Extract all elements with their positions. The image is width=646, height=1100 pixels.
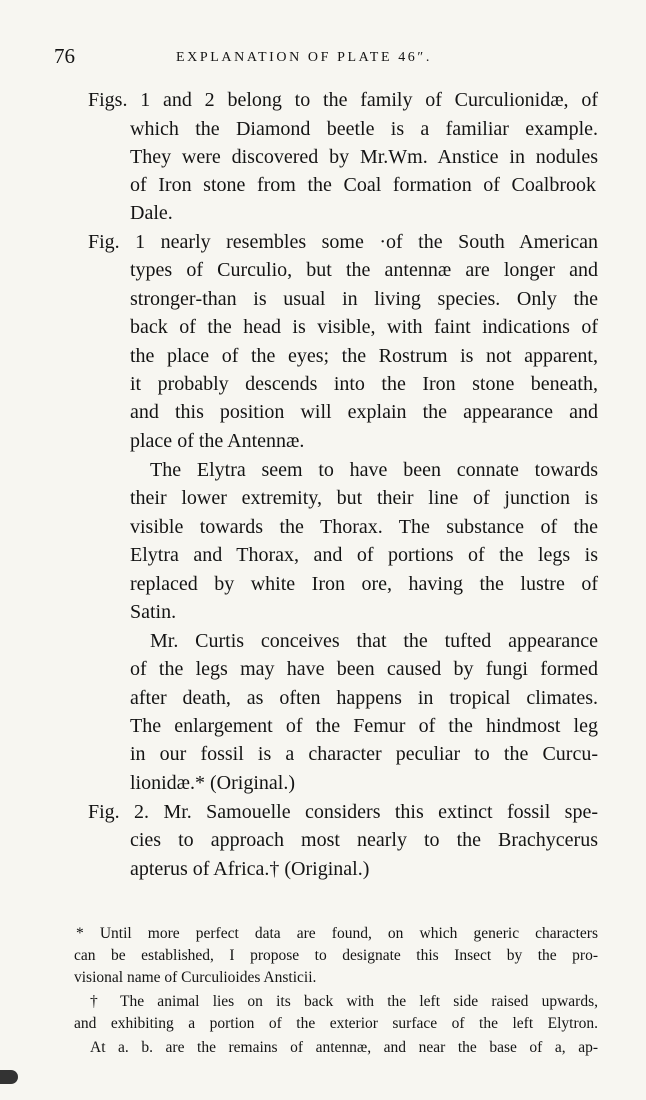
text-line: visible towards the Thorax. The substance of the: [130, 516, 598, 538]
text-line: They were discovered by Mr.Wm. Anstice in nodules: [130, 146, 598, 168]
text-line: Dale.: [130, 202, 173, 224]
footnote-line: can be established, I propose to designate this Insect by the pro-: [74, 947, 598, 964]
text-line: of Iron stone from the Coal formation of Coalbrook: [130, 174, 596, 196]
running-title: EXPLANATION OF PLATE 46″.: [176, 50, 432, 65]
text-line: Satin.: [130, 601, 177, 623]
footnote-line: and exhibiting a portion of the exterior surface of the left Elytron.: [74, 1015, 598, 1032]
text-line: the place of the eyes; the Rostrum is not apparent,: [130, 345, 598, 367]
page-number: 76: [54, 44, 75, 68]
text-line: apterus of Africa.† (Original.): [130, 858, 370, 880]
text-line: Mr. Curtis conceives that the tufted appearance: [150, 630, 598, 652]
text-line: Fig. 1 nearly resembles some ·of the South American: [88, 231, 598, 253]
text-line: types of Curculio, but the antennæ are longer and: [130, 259, 598, 281]
text-line: Elytra and Thorax, and of portions of the legs is: [130, 544, 598, 566]
text-line: which the Diamond beetle is a familiar example.: [130, 118, 598, 140]
page-edge-mark: [0, 1070, 18, 1084]
text-line: of the legs may have been caused by fungi formed: [130, 658, 598, 680]
footnote-line: visional name of Curculioides Ansticii.: [74, 969, 317, 986]
text-line: their lower extremity, but their line of junction is: [130, 487, 598, 509]
text-line: stronger‐than is usual in living species. Only the: [130, 288, 598, 310]
text-line: The Elytra seem to have been connate towards: [150, 459, 598, 481]
page-header: [54, 44, 614, 74]
text-line: after death, as often happens in tropical climates.: [130, 687, 598, 709]
text-line: back of the head is visible, with faint indications of: [130, 316, 598, 338]
text-line: lionidæ.* (Original.): [130, 772, 295, 794]
text-line: cies to approach most nearly to the Brachycerus: [130, 829, 598, 851]
text-line: and this position will explain the appearance and: [130, 401, 598, 423]
text-line: place of the Antennæ.: [130, 430, 305, 452]
text-line: in our fossil is a character peculiar to the Curcu-: [130, 743, 598, 765]
text-line: Figs. 1 and 2 belong to the family of Curculionidæ, of: [88, 89, 598, 111]
text-line: The enlargement of the Femur of the hindmost leg: [130, 715, 598, 737]
text-line: Fig. 2. Mr. Samouelle considers this extinct fossil spe-: [88, 801, 598, 823]
footnote-line: * Until more perfect data are found, on which generic characters: [76, 925, 598, 942]
footnote-line: At a. b. are the remains of antennæ, and near the base of a, ap-: [90, 1039, 598, 1056]
text-line: replaced by white Iron ore, having the lustre of: [130, 573, 598, 595]
text-line: it probably descends into the Iron stone beneath,: [130, 373, 598, 395]
footnote-line: † The animal lies on its back with the left side raised upwards,: [90, 993, 598, 1010]
